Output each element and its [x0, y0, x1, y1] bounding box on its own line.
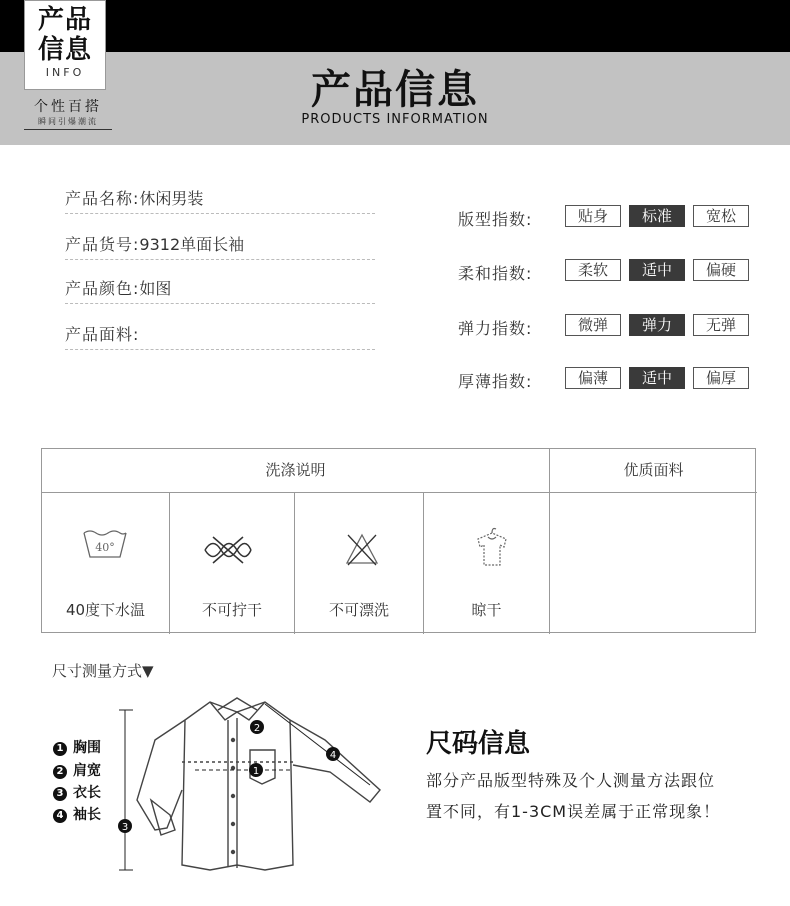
legend-item — [53, 760, 101, 780]
index-label: 弹力指数: — [458, 319, 533, 338]
page-title: 产品信息 — [311, 67, 479, 113]
index-label: 厚薄指数: — [458, 372, 533, 391]
wash-header: 洗涤说明 — [265, 461, 326, 479]
field-value: 休闲男装 — [139, 189, 204, 208]
index-label: 柔和指数: — [458, 264, 533, 283]
legend-number: 2 — [53, 765, 67, 779]
index-option-selected: 弹力 — [629, 314, 685, 336]
index-option: 无弹 — [693, 314, 749, 336]
no-wring-icon — [201, 535, 255, 565]
index-option: 偏硬 — [693, 259, 749, 281]
field-product-color — [65, 276, 375, 304]
svg-text:1: 1 — [252, 766, 260, 777]
field-product-fabric — [65, 322, 375, 350]
fabric-header: 优质面料 — [623, 461, 684, 479]
badge-line1: 产品 — [37, 5, 92, 35]
hang-dry-icon — [472, 525, 512, 569]
svg-text:2: 2 — [253, 723, 261, 734]
size-info-desc-line2: 置不同，有1-3CM误差属于正常现象！ — [426, 802, 721, 821]
legend-number: 1 — [53, 742, 67, 756]
header-black-band — [0, 0, 790, 52]
badge-en: INFO — [45, 66, 85, 79]
index-option: 偏薄 — [565, 367, 621, 389]
index-option: 贴身 — [565, 205, 621, 227]
slogan-main: 个性百搭 — [34, 99, 102, 115]
index-option-selected: 适中 — [629, 259, 685, 281]
field-label: 产品面料: — [65, 325, 140, 344]
slogan-sub: 瞬间引爆潮流 — [24, 116, 112, 130]
svg-text:3: 3 — [121, 822, 129, 833]
legend-label: 袖长 — [73, 807, 101, 823]
field-product-name — [65, 186, 375, 214]
index-option-selected: 适中 — [629, 367, 685, 389]
wash-temp-text: 40° — [95, 541, 115, 554]
legend-label: 衣长 — [73, 785, 101, 801]
index-option: 偏厚 — [693, 367, 749, 389]
field-product-code — [65, 232, 375, 260]
wash-table — [41, 448, 756, 633]
index-option: 柔软 — [565, 259, 621, 281]
page-subtitle: PRODUCTS INFORMATION — [301, 112, 489, 127]
field-label: 产品货号: — [65, 235, 140, 254]
size-info-title: 尺码信息 — [426, 729, 531, 759]
legend-item — [53, 782, 101, 802]
wash-item-label: 不可拧干 — [201, 601, 262, 619]
divider — [42, 492, 757, 493]
index-option-selected: 标准 — [629, 205, 685, 227]
measure-title: 尺寸测量方式▼ — [52, 662, 154, 680]
wash-item-label: 晾干 — [471, 601, 502, 619]
legend-label: 肩宽 — [73, 763, 101, 779]
no-bleach-icon — [344, 531, 380, 567]
field-value: 9312单面长袖 — [139, 235, 245, 254]
field-label: 产品颜色: — [65, 279, 140, 298]
legend-label: 胸围 — [73, 740, 101, 756]
badge-line2: 信息 — [37, 35, 92, 65]
index-option: 宽松 — [693, 205, 749, 227]
legend-number: 4 — [53, 809, 67, 823]
size-info-desc-line1: 部分产品版型特殊及个人测量方法跟位 — [426, 771, 716, 790]
wash-40-icon — [82, 527, 128, 561]
svg-text:4: 4 — [329, 750, 337, 761]
field-label: 产品名称: — [65, 189, 140, 208]
legend-item — [53, 804, 101, 824]
index-label: 版型指数: — [458, 210, 533, 229]
legend-item — [53, 737, 101, 757]
wash-item-label: 40度下水温 — [65, 601, 146, 619]
legend-number: 3 — [53, 787, 67, 801]
shirt-diagram — [115, 690, 395, 880]
wash-item-label: 不可漂洗 — [328, 601, 389, 619]
field-value: 如图 — [139, 279, 172, 298]
index-option: 微弹 — [565, 314, 621, 336]
